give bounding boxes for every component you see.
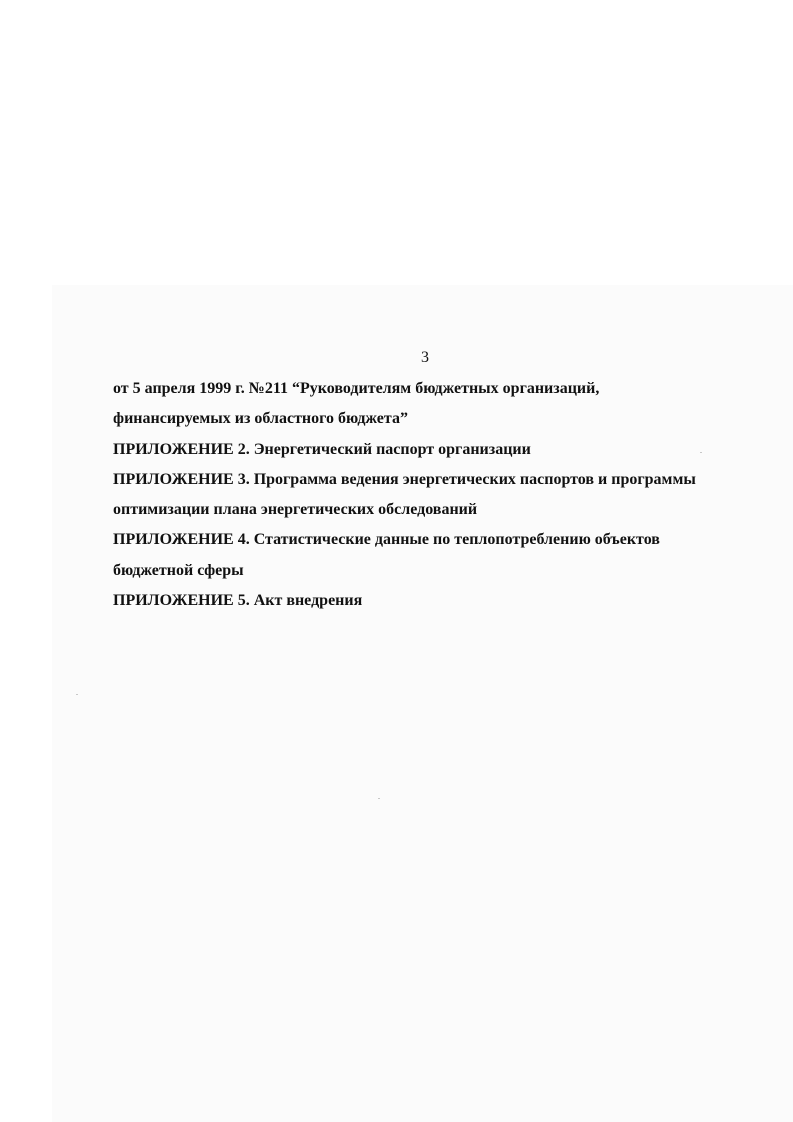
scan-speck [76, 694, 78, 695]
text-line: бюджетной сферы [113, 561, 244, 579]
text-line: оптимизации плана энергетических обследований [113, 501, 478, 519]
appendix-2-line: ПРИЛОЖЕНИЕ 2. Энергетический паспорт организации [113, 440, 531, 458]
page-number: 3 [421, 349, 429, 366]
appendix-5-line: ПРИЛОЖЕНИЕ 5. Акт внедрения [113, 592, 363, 610]
scan-speck [378, 798, 380, 799]
appendix-3-line: ПРИЛОЖЕНИЕ 3. Программа ведения энергетических паспортов и программы [113, 470, 696, 488]
document-body [113, 374, 763, 616]
text-line: финансируемых из областного бюджета” [113, 410, 408, 428]
text-line: от 5 апреля 1999 г. №211 “Руководителям бюджетных организаций, [113, 380, 600, 397]
appendix-4-line: ПРИЛОЖЕНИЕ 4. Статистические данные по теплопотреблению объектов [113, 531, 660, 549]
